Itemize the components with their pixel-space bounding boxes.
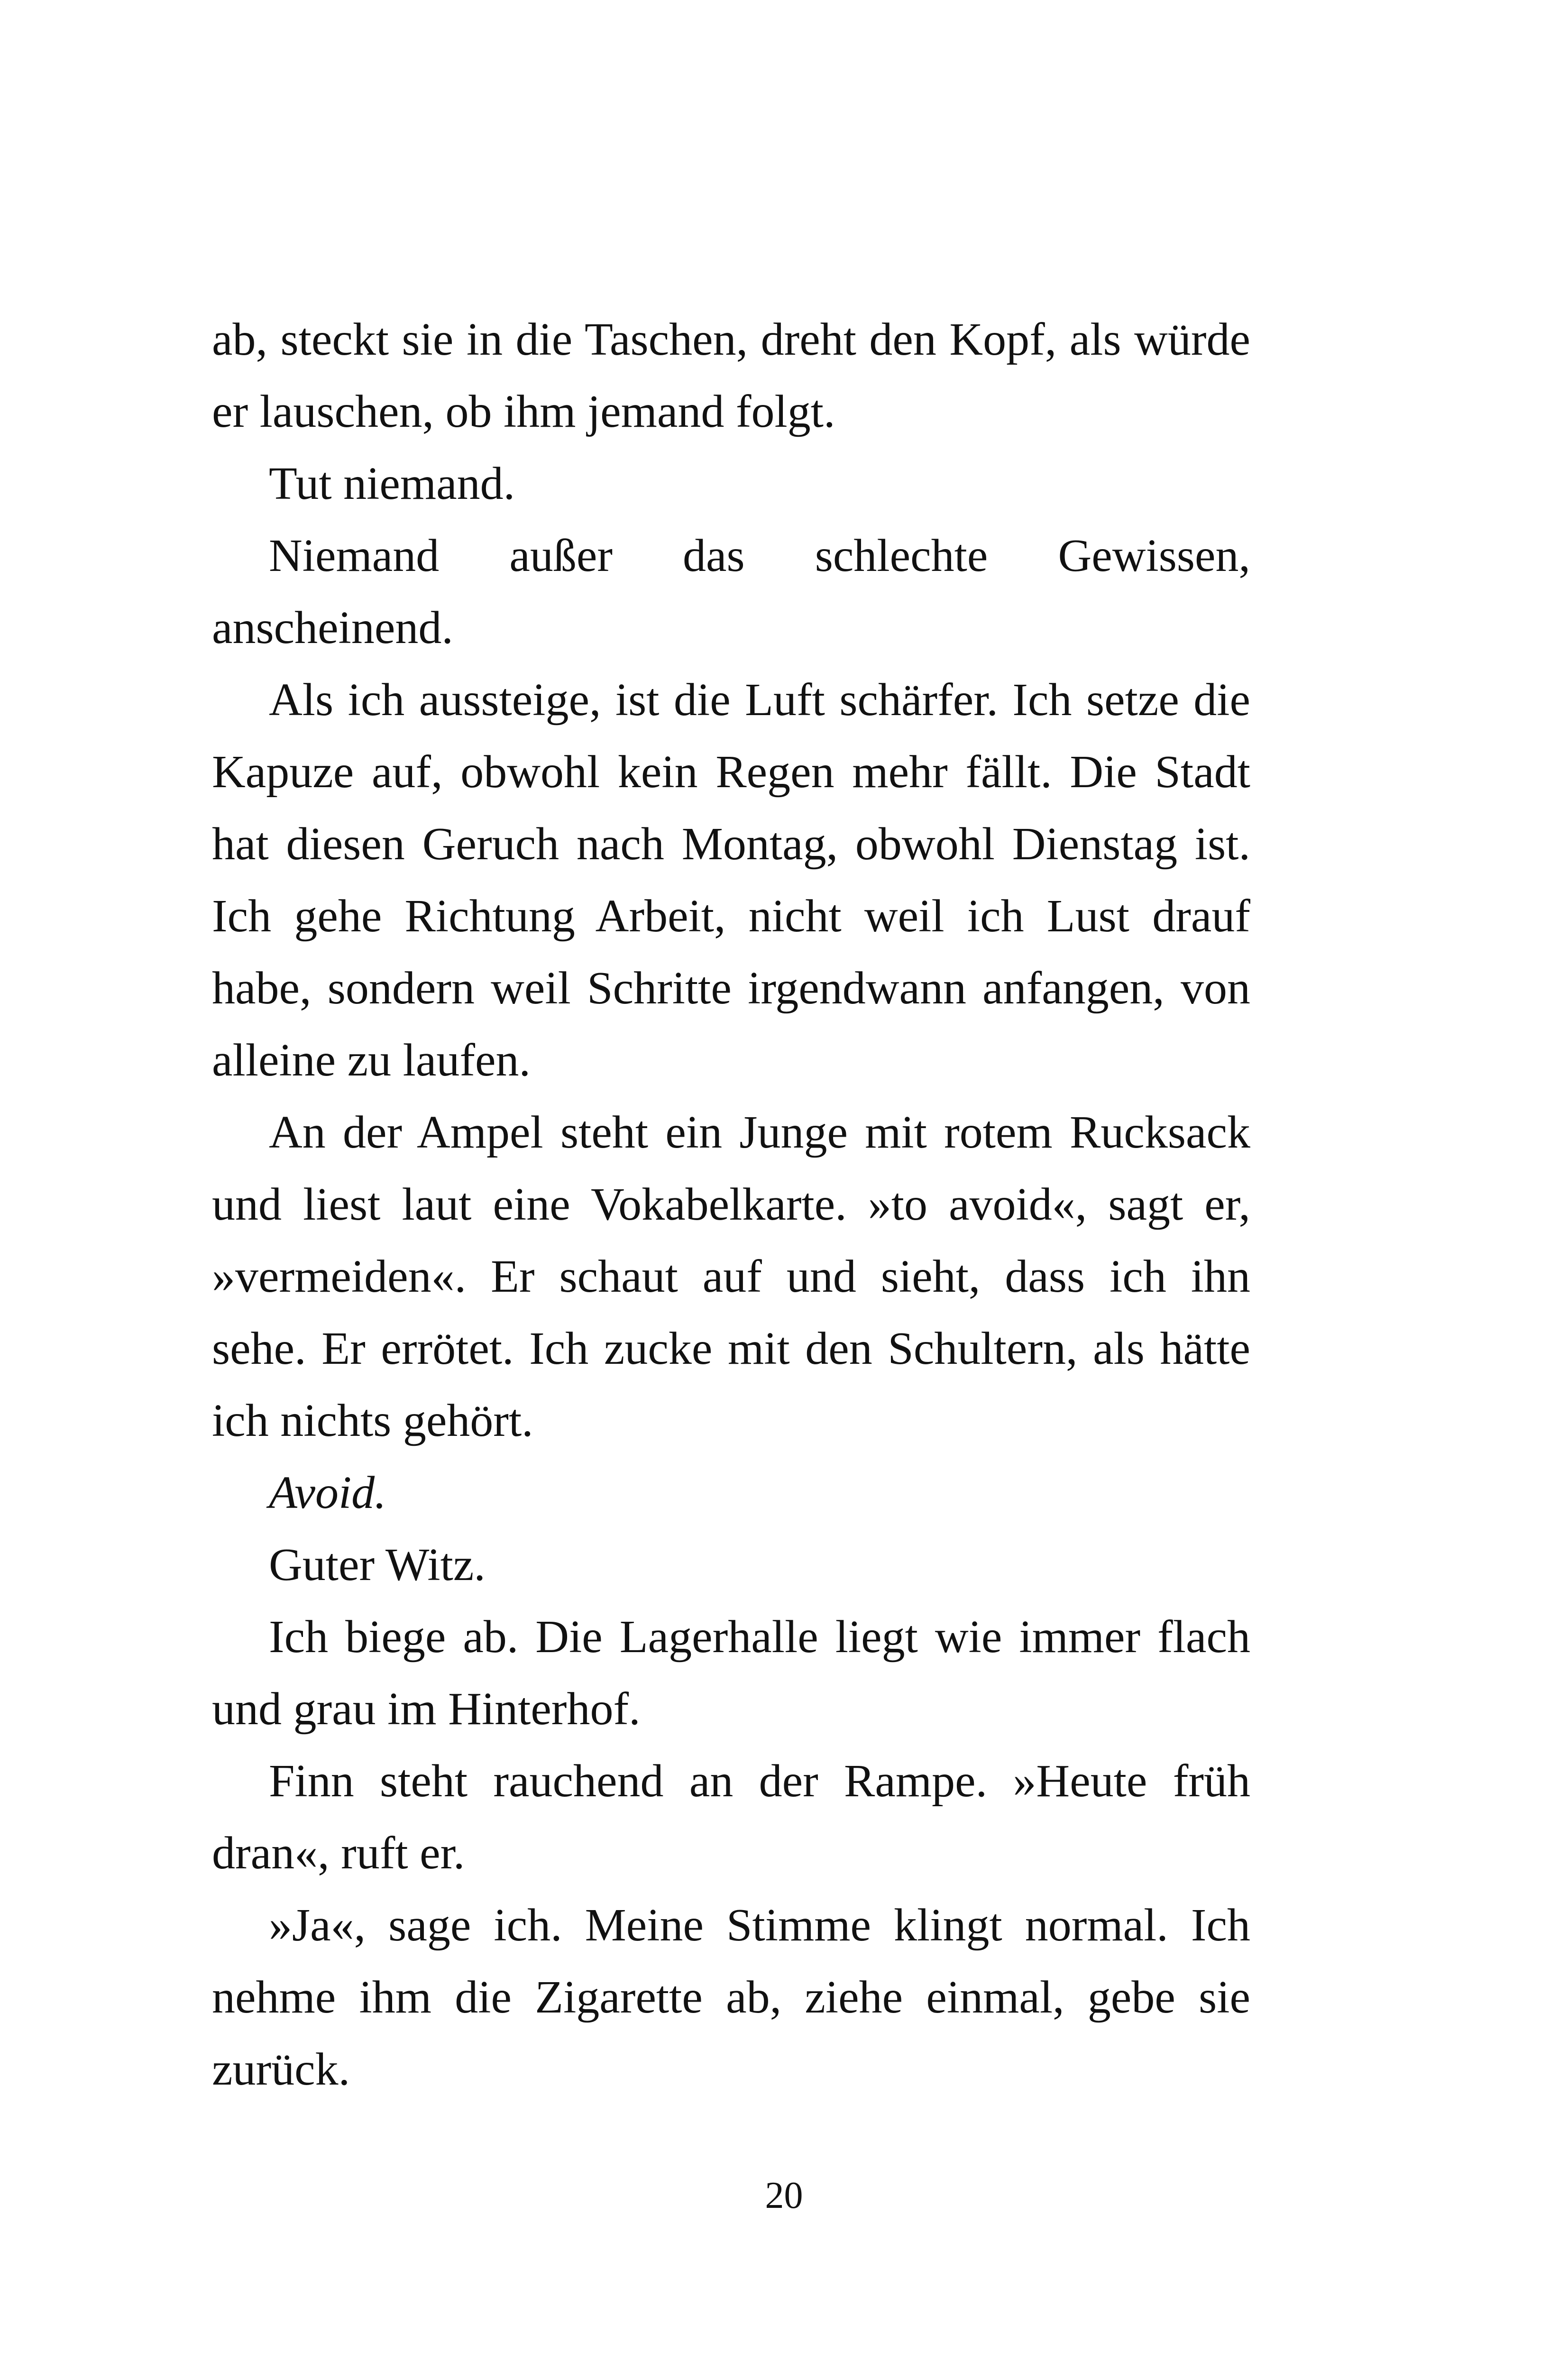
paragraph-7: Guter Witz. <box>269 1539 486 1590</box>
page-number: 20 <box>765 2175 803 2216</box>
paragraph-2: Tut niemand. <box>269 458 515 509</box>
paragraph-10: »Ja«, sage ich. Meine Stimme klingt normal. Ich nehme ihm die Zigarette ab, ziehe einmal, gebe sie zurück. <box>212 1900 1250 2095</box>
paragraph-9: Finn steht rauchend an der Rampe. »Heute früh dran«, ruft er. <box>212 1755 1250 1879</box>
paragraph-1: ab, steckt sie in die Taschen, dreht den Kopf, als würde er lauschen, ob ihm jemand folgt. <box>212 314 1250 437</box>
paragraph-3: Niemand außer das schlechte Gewissen, anscheinend. <box>212 530 1250 653</box>
paragraph-6-italic: Avoid. <box>269 1467 386 1518</box>
paragraph-8: Ich biege ab. Die Lagerhalle liegt wie immer flach und grau im Hinterhof. <box>212 1611 1250 1735</box>
paragraph-5: An der Ampel steht ein Junge mit rotem Rucksack und liest laut eine Vokabelkarte. »to avoid«, sagt er, »vermeiden«. Er schaut auf und sieht, dass ich ihn sehe. Er errötet. Ich zucke mit den Schultern, als hätte ich nichts gehört. <box>212 1107 1250 1446</box>
paragraph-4: Als ich aussteige, ist die Luft schärfer. Ich setze die Kapuze auf, obwohl kein Regen mehr fällt. Die Stadt hat diesen Geruch nach Montag, obwohl Dienstag ist. Ich gehe Richtung Arbeit, nicht weil ich Lust drauf habe, sondern weil Schritte irgendwann anfangen, von alleine zu laufen. <box>212 674 1250 1086</box>
body-text <box>212 303 1250 2105</box>
